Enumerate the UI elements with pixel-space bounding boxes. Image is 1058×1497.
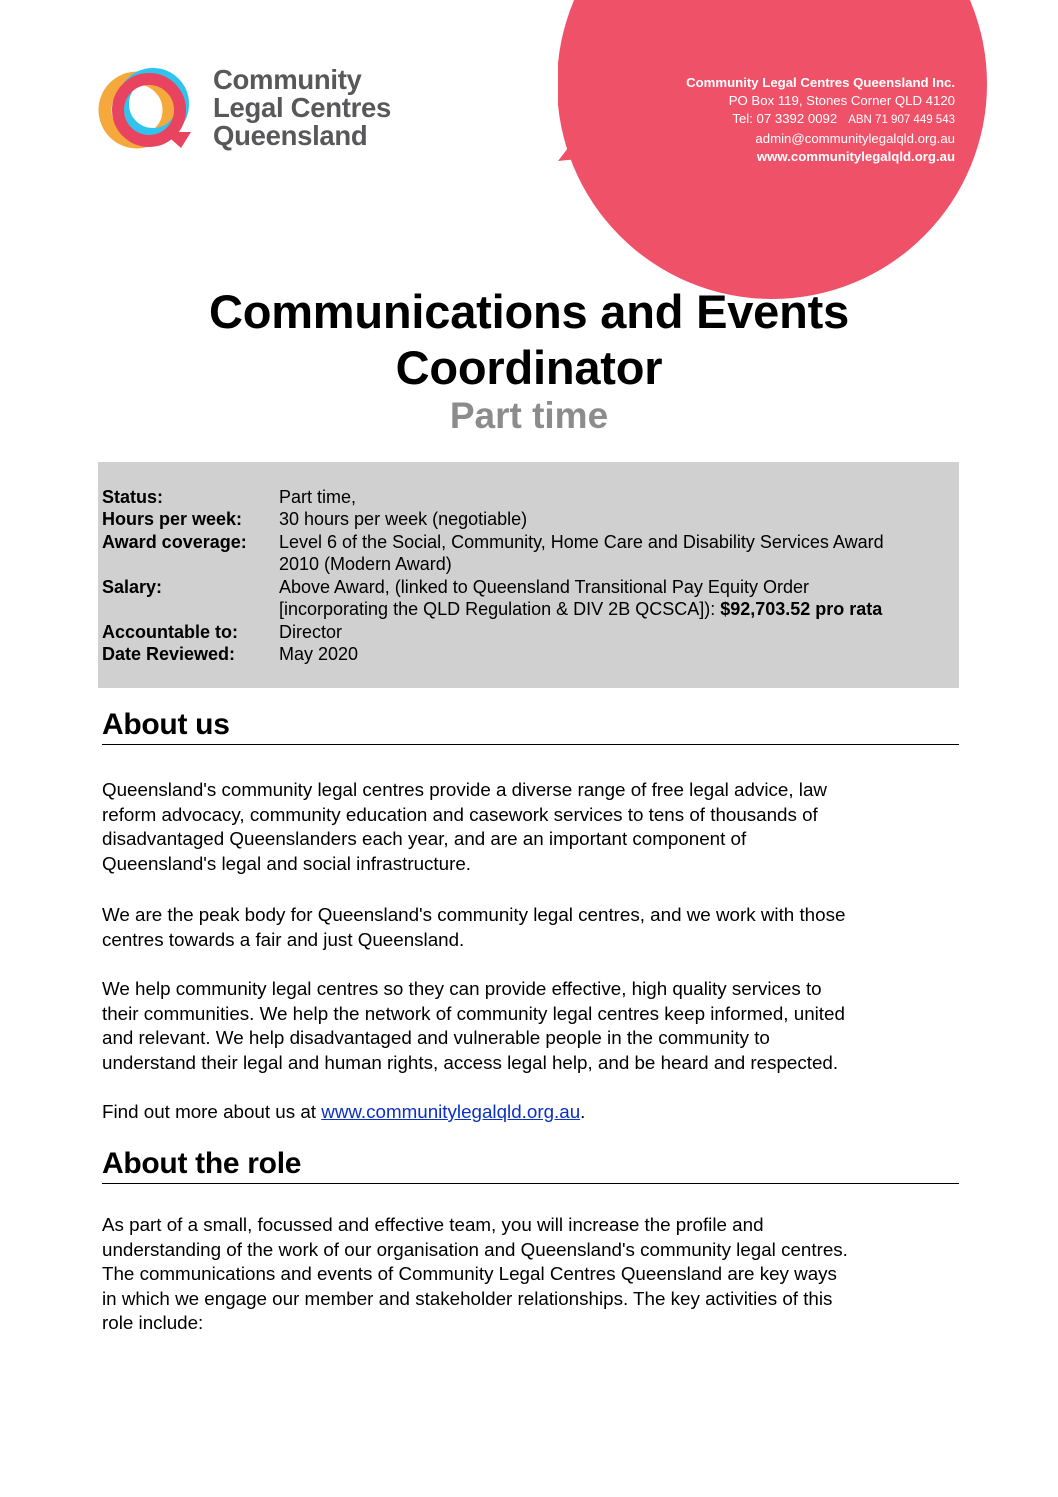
accountable-label: Accountable to: — [102, 622, 239, 642]
org-name: Community Legal Centres Queensland Inc. — [686, 75, 955, 90]
status-value: Part time, — [279, 487, 357, 507]
website-link[interactable]: www.communitylegalqld.org.au — [321, 1101, 581, 1122]
salary-label: Salary: — [102, 577, 163, 597]
postal-address: PO Box 119, Stones Corner QLD 4120 — [728, 93, 955, 109]
paragraph-line: centres towards a fair and just Queensland. — [102, 928, 465, 950]
logo-line-1: Community — [213, 64, 362, 95]
paragraph-line: role include: — [102, 1312, 204, 1334]
paragraph-line: reform advocacy, community education and casework services to tens of thousands of — [102, 803, 818, 825]
paragraph-line: and relevant. We help disadvantaged and vulnerable people in the community to — [102, 1027, 770, 1049]
logo-line-2: Legal Centres — [213, 92, 391, 123]
phone-number: Tel: 07 3392 0092 — [732, 111, 838, 127]
phone-abn-line — [686, 110, 955, 129]
award-value-1: Level 6 of the Social, Community, Home Care and Disability Services Award — [279, 532, 884, 552]
reviewed-label: Date Reviewed: — [102, 644, 236, 664]
paragraph-line: Queensland's community legal centres provide a diverse range of free legal advice, law — [102, 779, 827, 800]
salary-value-1: Above Award, (linked to Queensland Transitional Pay Equity Order — [279, 577, 809, 597]
reviewed-value: May 2020 — [279, 644, 359, 664]
salary-value-2: [incorporating the QLD Regulation & DIV 2B QCSCA]): — [279, 599, 721, 619]
award-value-2: 2010 (Modern Award) — [279, 554, 452, 574]
about-us-heading: About us — [102, 708, 959, 745]
about-role-paragraph-1 — [102, 1213, 962, 1336]
accountable-value: Director — [279, 622, 343, 642]
paragraph-line: understanding of the work of our organisation and Queensland's community legal centres. — [102, 1238, 848, 1260]
find-out-more — [102, 1100, 962, 1125]
salary-amount: $92,703.52 pro rata — [720, 599, 883, 619]
about-us-paragraph-2 — [102, 903, 962, 952]
clcq-logo-icon — [93, 62, 203, 158]
paragraph-line: in which we engage our member and stakeholder relationships. The key activities of this — [102, 1287, 833, 1309]
find-out-more-text: Find out more about us at — [102, 1101, 322, 1122]
paragraph-line: We help community legal centres so they can provide effective, high quality services to — [102, 978, 822, 999]
logo-wordmark — [213, 66, 391, 150]
contact-block — [686, 74, 955, 166]
page-title — [0, 284, 1058, 396]
find-out-more-suffix: . — [580, 1101, 586, 1122]
about-role-heading: About the role — [102, 1147, 959, 1184]
paragraph-line: disadvantaged Queenslanders each year, and are an important component of — [102, 828, 747, 850]
status-label: Status: — [102, 487, 164, 507]
abn: ABN 71 907 449 543 — [848, 114, 955, 127]
about-us-paragraph-3 — [102, 977, 962, 1075]
salary-value-2-line — [279, 598, 882, 621]
paragraph-line: their communities. We help the network of community legal centres keep informed, united — [102, 1002, 845, 1024]
paragraph-line: The communications and events of Community Legal Centres Queensland are key ways — [102, 1263, 837, 1285]
paragraph-line: As part of a small, focussed and effective team, you will increase the profile and — [102, 1214, 764, 1235]
hours-value: 30 hours per week (negotiable) — [279, 509, 528, 529]
contact-website: www.communitylegalqld.org.au — [756, 148, 955, 164]
paragraph-line: understand their legal and human rights, access legal help, and be heard and respected. — [102, 1051, 839, 1073]
page-subtitle: Part time — [449, 395, 609, 436]
title-line-2: Coordinator — [395, 341, 663, 394]
about-us-paragraph-1 — [102, 778, 962, 876]
contact-email: admin@communitylegalqld.org.au — [755, 130, 955, 146]
paragraph-line: Queensland's legal and social infrastructure. — [102, 852, 471, 874]
hours-label: Hours per week: — [102, 509, 243, 529]
award-label: Award coverage: — [102, 532, 247, 552]
position-details-box — [98, 462, 959, 688]
title-line-1: Communications and Events — [208, 285, 850, 338]
paragraph-line: We are the peak body for Queensland's community legal centres, and we work with those — [102, 904, 846, 925]
logo-line-3: Queensland — [213, 120, 368, 151]
